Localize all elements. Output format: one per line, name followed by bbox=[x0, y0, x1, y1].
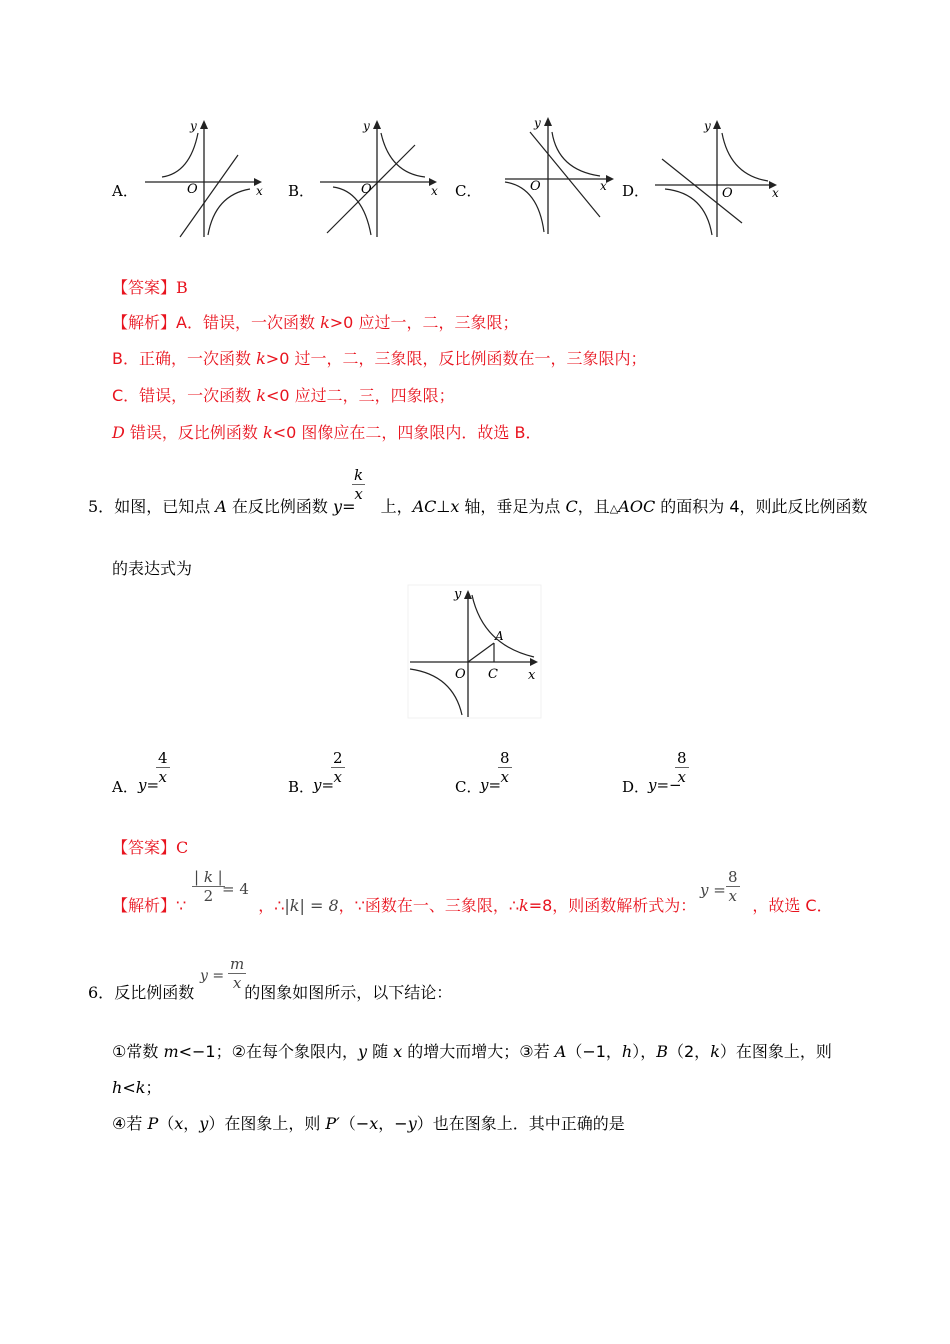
q5-fig-xlabel: x bbox=[528, 668, 536, 683]
var: P′ bbox=[325, 1114, 340, 1133]
text: ）在图象上，则 bbox=[719, 1042, 832, 1061]
text: 如图，已知点 bbox=[114, 497, 216, 516]
var: AC bbox=[412, 497, 437, 516]
text: B．正确，一次函数 bbox=[112, 349, 257, 368]
option-b-graph bbox=[315, 115, 445, 240]
q4-analysis-line-4 bbox=[112, 420, 541, 443]
q5-option-d-label[interactable]: D． bbox=[622, 778, 650, 796]
q5-option-b-lhs: y= bbox=[313, 776, 335, 794]
q5-option-d-lhs: y=− bbox=[648, 776, 682, 794]
option-a-xlabel: x bbox=[256, 184, 263, 198]
numerator: 4 bbox=[158, 749, 168, 767]
answer-value: C bbox=[176, 838, 189, 857]
text: 的增大而增大；③若 bbox=[402, 1042, 555, 1061]
text: （−1， bbox=[566, 1042, 622, 1061]
text: ）， bbox=[632, 1042, 657, 1061]
q5-figure bbox=[408, 585, 543, 720]
denominator: x bbox=[232, 974, 242, 992]
q5-fig-ylabel: y bbox=[454, 587, 462, 602]
var-d: D bbox=[112, 423, 125, 442]
var: A bbox=[215, 497, 227, 516]
option-a-origin: O bbox=[187, 182, 198, 197]
option-c-label[interactable]: C． bbox=[455, 182, 482, 200]
answer-label: 【答案】 bbox=[112, 838, 177, 857]
text: ， bbox=[183, 1114, 200, 1133]
text: <0 图像应在二，四象限内．故选 B． bbox=[272, 423, 542, 442]
var: h bbox=[621, 1042, 633, 1061]
text: ）在图象上，则 bbox=[208, 1114, 326, 1133]
numerator: 8 bbox=[500, 749, 510, 767]
text: ，− bbox=[378, 1114, 408, 1133]
q4-analysis-line-2 bbox=[112, 346, 646, 369]
option-d-label[interactable]: D． bbox=[622, 182, 650, 200]
option-c-xlabel: x bbox=[600, 179, 607, 193]
q5-option-b-fraction bbox=[331, 749, 345, 786]
q5-option-a-label[interactable]: A． bbox=[112, 778, 138, 796]
numerator: k bbox=[354, 466, 364, 484]
text: C．错误，一次函数 bbox=[112, 386, 257, 405]
q5-option-a-lhs: y= bbox=[138, 776, 160, 794]
numerator: 2 bbox=[333, 749, 343, 767]
text: ①常数 bbox=[112, 1042, 164, 1061]
text: <−1；②在每个象限内， bbox=[178, 1042, 358, 1061]
var: x bbox=[450, 497, 460, 516]
var: y bbox=[333, 497, 343, 516]
option-c-graph bbox=[500, 112, 630, 237]
option-d-xlabel: x bbox=[772, 186, 779, 200]
text: 错误，反比例函数 bbox=[124, 423, 264, 442]
text: （ bbox=[158, 1114, 175, 1133]
numerator: | k | bbox=[194, 868, 223, 886]
abs-expression: |k| = 8 bbox=[284, 896, 339, 915]
option-a-label[interactable]: A． bbox=[112, 182, 138, 200]
option-b-ylabel: y bbox=[363, 119, 370, 133]
text: >0 应过一，二，三象限； bbox=[329, 313, 519, 332]
option-c-ylabel: y bbox=[534, 116, 541, 130]
denominator: x bbox=[728, 887, 737, 905]
denominator: x bbox=[354, 485, 363, 503]
q5-analysis-fraction-1 bbox=[192, 868, 225, 905]
var: x bbox=[393, 1042, 403, 1061]
text: >0 过一，二，三象限，反比例函数在一，三象限内； bbox=[265, 349, 647, 368]
q5-fig-point-a: A bbox=[495, 629, 504, 643]
denominator: x bbox=[333, 768, 342, 786]
text: 上， bbox=[375, 497, 413, 516]
var: k bbox=[135, 1078, 146, 1097]
symbol-therefore: ∴ bbox=[274, 896, 285, 915]
analysis-label: 【解析】 bbox=[112, 896, 177, 915]
var: y bbox=[357, 1042, 367, 1061]
option-b-origin: O bbox=[361, 182, 372, 197]
option-d-ylabel: y bbox=[704, 119, 711, 133]
q5-analysis-fraction-2 bbox=[726, 868, 740, 905]
text: ，故选 C． bbox=[752, 896, 833, 915]
q4-analysis-line-3 bbox=[112, 383, 455, 406]
q6-stem-line-3 bbox=[112, 1075, 161, 1098]
text: <0 应过二，三，四象限； bbox=[265, 386, 455, 405]
var: B bbox=[656, 1042, 668, 1061]
text: 的图象如图所示，以下结论： bbox=[244, 983, 453, 1002]
denominator: x bbox=[677, 768, 686, 786]
q6-fraction-lhs: y = bbox=[200, 968, 225, 984]
var-k: k bbox=[519, 896, 529, 915]
text: ； bbox=[145, 1078, 162, 1097]
symbol: △ bbox=[609, 502, 619, 515]
answer-value: B bbox=[176, 278, 188, 297]
q5-analysis-eq: = 4 bbox=[222, 880, 249, 898]
var: x bbox=[174, 1114, 184, 1133]
option-b-label[interactable]: B． bbox=[288, 182, 315, 200]
text: （− bbox=[339, 1114, 370, 1133]
option-c-origin: O bbox=[530, 179, 541, 194]
q5-analysis-fraction-2-lhs: y = bbox=[700, 881, 726, 899]
q6-stem-line-4 bbox=[112, 1111, 625, 1134]
var: x bbox=[369, 1114, 379, 1133]
denominator: 2 bbox=[203, 887, 214, 905]
q5-fig-point-c: C bbox=[488, 667, 498, 682]
numerator: 8 bbox=[728, 868, 738, 886]
option-d-graph bbox=[650, 115, 785, 240]
q5-stem-line-1 bbox=[88, 494, 868, 517]
symbol-because: ∵ bbox=[176, 896, 187, 915]
answer-label: 【答案】 bbox=[112, 278, 177, 297]
numerator: m bbox=[230, 955, 245, 973]
text: ， bbox=[258, 896, 275, 915]
var: C bbox=[565, 497, 578, 516]
text: 随 bbox=[367, 1042, 394, 1061]
q4-answer bbox=[112, 275, 188, 298]
var: AOC bbox=[618, 497, 656, 516]
option-a-ylabel: y bbox=[190, 119, 197, 133]
q5-option-b-label[interactable]: B． bbox=[288, 778, 315, 796]
q5-stem-fraction bbox=[352, 466, 365, 503]
text: ，且 bbox=[577, 497, 610, 516]
q5-fig-origin: O bbox=[455, 667, 466, 682]
var-k: k bbox=[320, 313, 330, 332]
q6-stem-line-1 bbox=[88, 980, 452, 1003]
option-d-origin: O bbox=[722, 186, 733, 201]
text: ④若 bbox=[112, 1114, 148, 1133]
text: 反比例函数 bbox=[114, 983, 195, 1002]
text: （2， bbox=[668, 1042, 711, 1061]
q4-analysis-line-1 bbox=[112, 310, 518, 333]
q5-answer bbox=[112, 835, 188, 858]
q5-option-d-fraction bbox=[675, 749, 689, 786]
text: A．错误，一次函数 bbox=[176, 313, 321, 332]
q5-option-c-fraction bbox=[498, 749, 512, 786]
question-number: 6． bbox=[88, 983, 115, 1002]
text: = bbox=[342, 497, 356, 516]
var: P bbox=[147, 1114, 159, 1133]
var-k: k bbox=[256, 349, 266, 368]
q6-stem-line-2 bbox=[112, 1039, 832, 1062]
symbol: ⊥ bbox=[436, 497, 451, 516]
text: 轴，垂足为点 bbox=[459, 497, 566, 516]
text: ，∵函数在一、三象限，∴ bbox=[338, 896, 520, 915]
text: ）也在图象上．其中正确的是 bbox=[416, 1114, 625, 1133]
question-number: 5． bbox=[88, 497, 115, 516]
var: y bbox=[199, 1114, 209, 1133]
numerator: 8 bbox=[677, 749, 687, 767]
symbol: < bbox=[122, 1078, 136, 1097]
q5-option-c-label[interactable]: C． bbox=[455, 778, 482, 796]
var: k bbox=[710, 1042, 720, 1061]
analysis-label: 【解析】 bbox=[112, 313, 177, 332]
var-k: k bbox=[256, 386, 266, 405]
var: m bbox=[163, 1042, 179, 1061]
denominator: x bbox=[158, 768, 167, 786]
option-b-xlabel: x bbox=[431, 184, 438, 198]
q5-option-a-fraction bbox=[156, 749, 170, 786]
text: 在反比例函数 bbox=[226, 497, 334, 516]
var-k: k bbox=[263, 423, 273, 442]
var: A bbox=[554, 1042, 567, 1061]
denominator: x bbox=[500, 768, 509, 786]
var: y bbox=[407, 1114, 417, 1133]
q5-stem-line-2: 的表达式为 bbox=[112, 559, 193, 578]
var: h bbox=[112, 1078, 123, 1097]
text: 的面积为 4，则此反比例函数 bbox=[655, 497, 868, 516]
option-a-graph bbox=[140, 115, 270, 240]
q5-option-c-lhs: y= bbox=[480, 776, 502, 794]
text: =8，则函数解析式为： bbox=[528, 896, 697, 915]
q6-fraction bbox=[228, 955, 246, 992]
